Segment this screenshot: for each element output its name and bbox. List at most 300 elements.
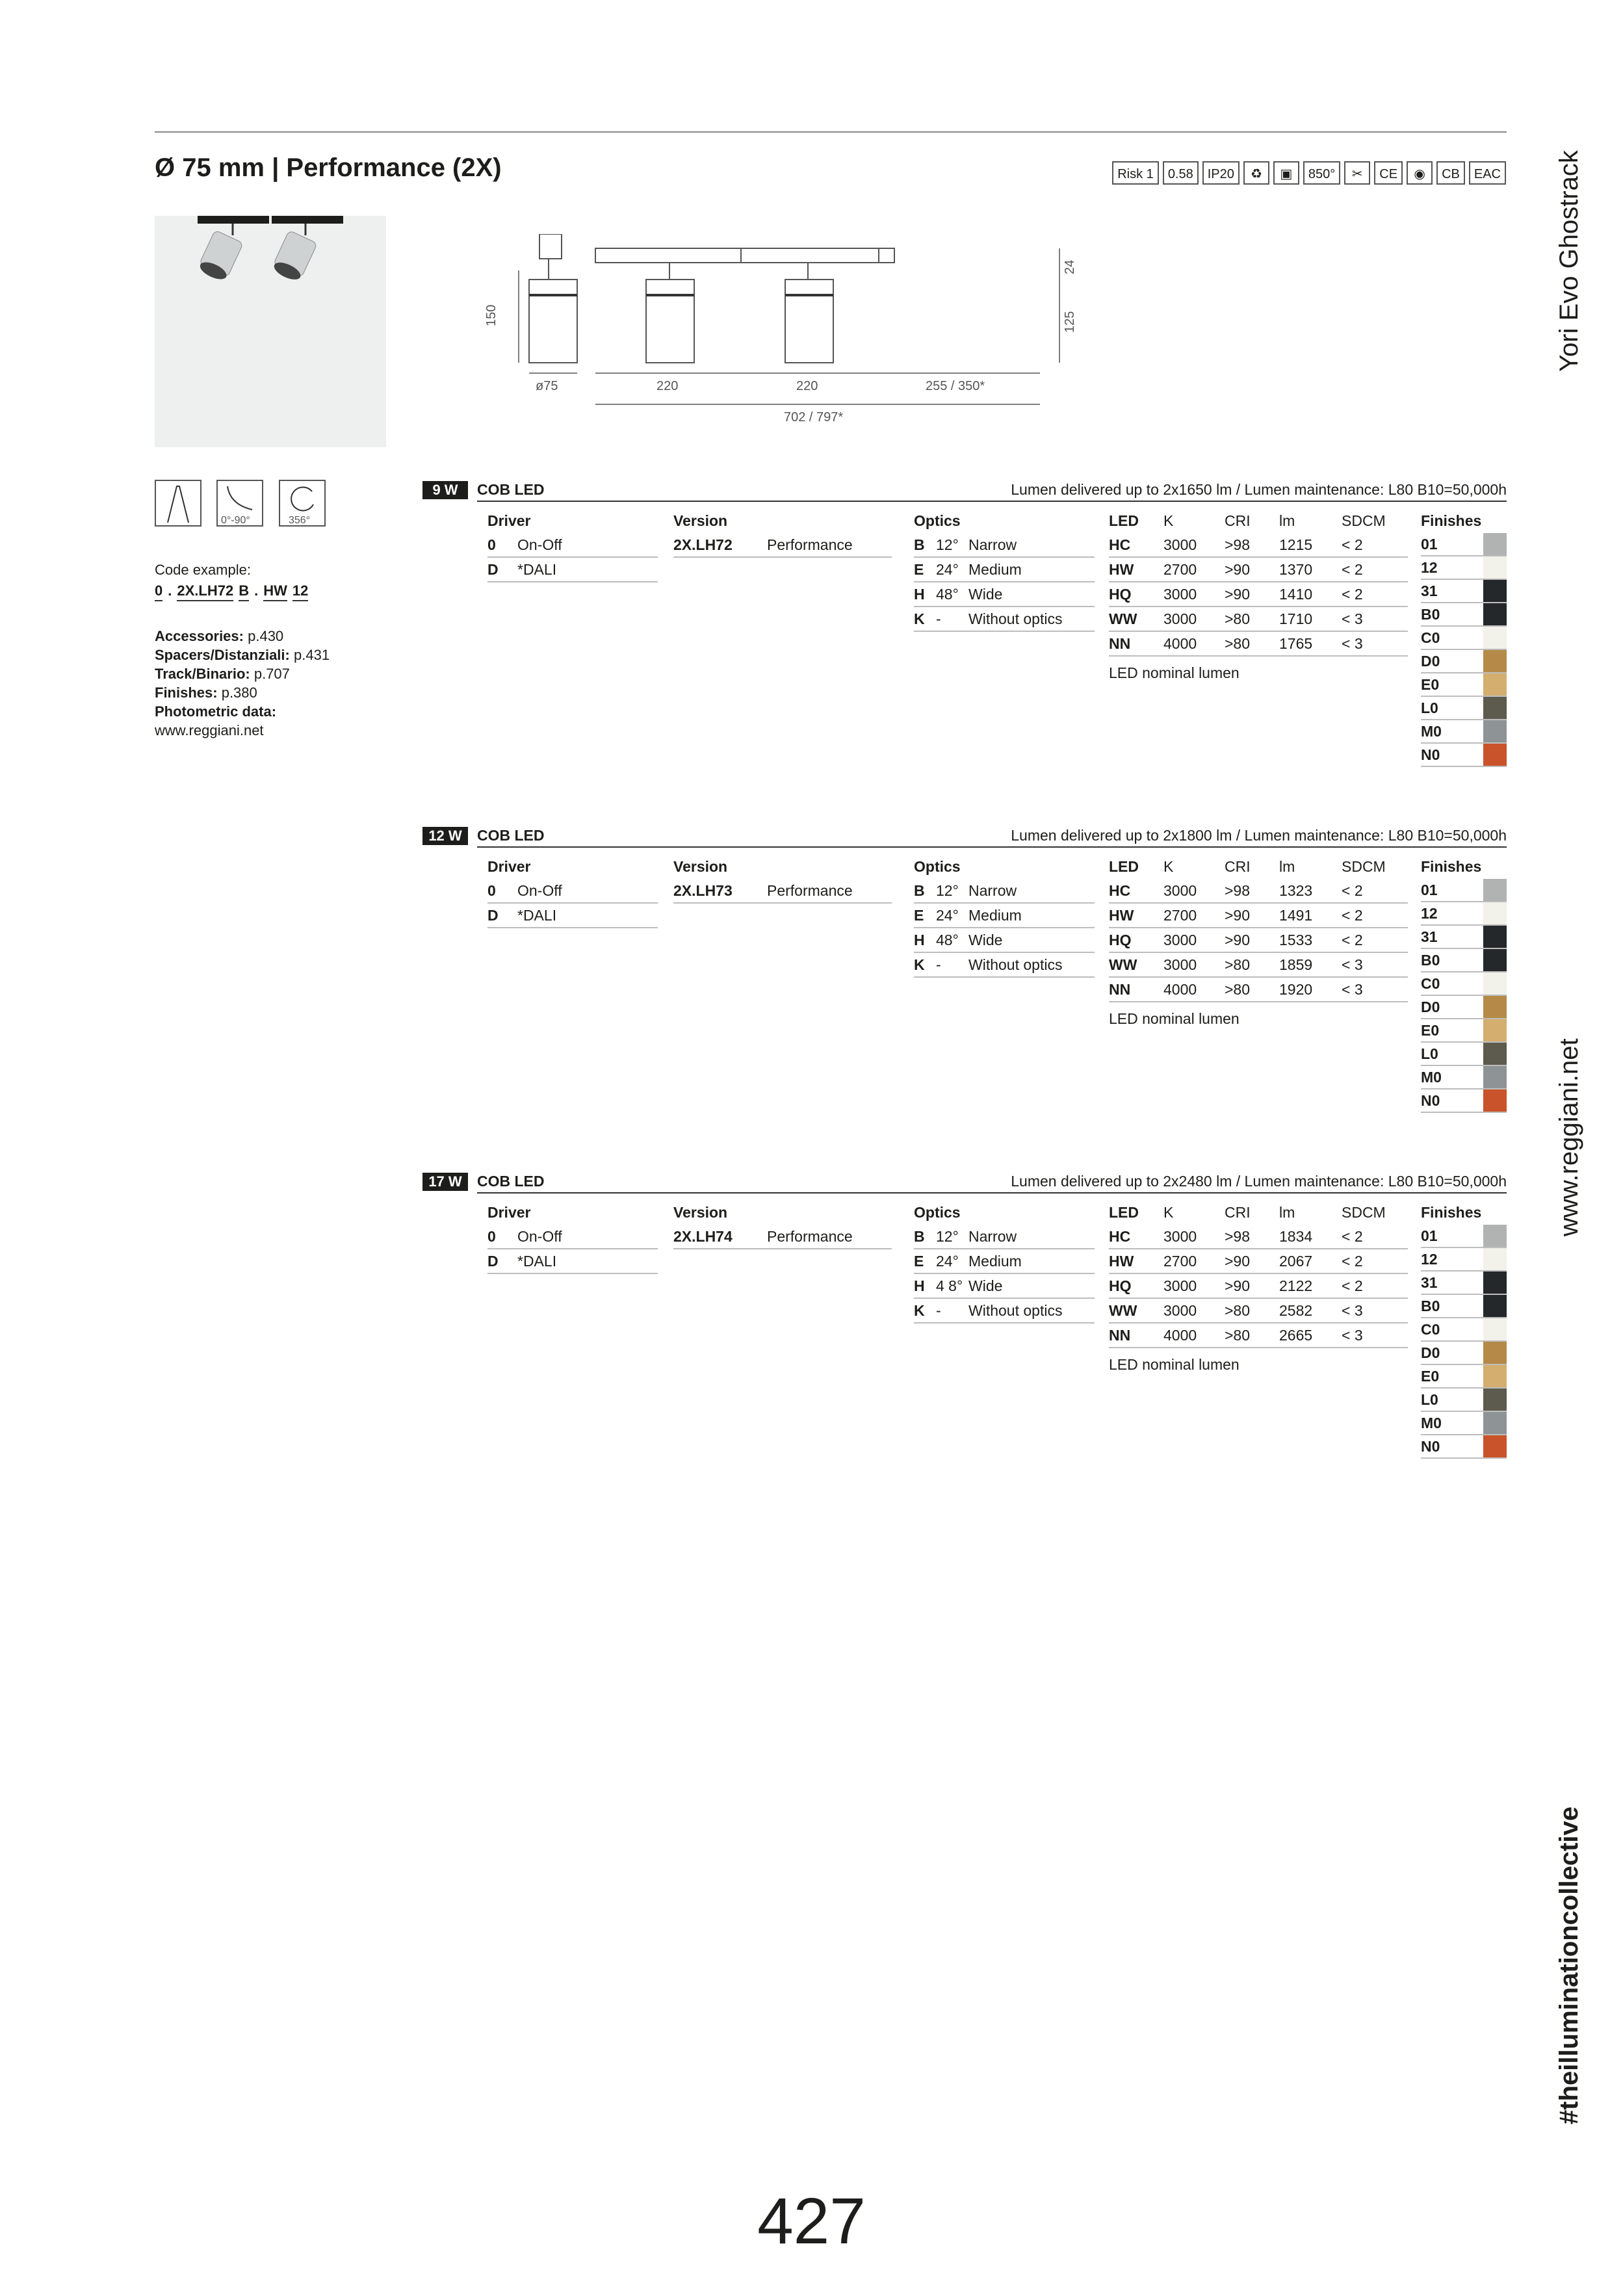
- finish-swatch: [1483, 972, 1507, 995]
- led-row: [1109, 978, 1408, 1002]
- led-cell: >90: [1225, 1277, 1251, 1294]
- driver-code: D: [487, 561, 499, 578]
- cert-icon: 850°: [1303, 161, 1340, 185]
- finish-code: N0: [1421, 1092, 1440, 1109]
- driver-code: D: [487, 1253, 499, 1270]
- finishes-header: Finishes: [1421, 512, 1482, 529]
- led-cell: < 3: [1342, 1302, 1363, 1319]
- reference-list: [155, 627, 330, 740]
- finish-code: B0: [1421, 952, 1440, 969]
- cert-icon: 0.58: [1163, 161, 1199, 185]
- finish-code: M0: [1421, 1415, 1442, 1431]
- finish-code: M0: [1421, 723, 1442, 740]
- led-note: LED nominal lumen: [1109, 1010, 1240, 1027]
- finishes-column: [1421, 1203, 1507, 1459]
- led-header: [1109, 1203, 1408, 1225]
- cert-icon: ▣: [1273, 161, 1299, 185]
- optics-row: [914, 1274, 1095, 1299]
- cert-icon: CE: [1374, 161, 1403, 185]
- finish-swatch: [1483, 650, 1507, 672]
- led-cell: WW: [1109, 610, 1137, 627]
- optics-header: Optics: [914, 858, 961, 875]
- driver-row: [487, 904, 658, 928]
- led-cell: 1491: [1279, 907, 1313, 924]
- finish-row: [1421, 1365, 1507, 1389]
- finishes-column: [1421, 857, 1507, 1113]
- finish-swatch: [1483, 1089, 1507, 1112]
- cert-icon: ♻: [1243, 161, 1269, 185]
- version-row: [673, 879, 892, 904]
- led-cell: < 2: [1342, 907, 1363, 924]
- optics-name: Medium: [968, 561, 1022, 578]
- led-row: [1109, 953, 1408, 978]
- led-header-cell: LED: [1109, 858, 1139, 875]
- finish-code: L0: [1421, 1045, 1438, 1062]
- wattage-badge: 12 W: [422, 827, 468, 845]
- reference-key: Spacers/Distanziali:: [155, 647, 290, 663]
- version-code: 2X.LH72: [673, 536, 733, 553]
- led-column: [1109, 511, 1408, 682]
- optics-code: H: [914, 586, 925, 603]
- product-section: [422, 1173, 1507, 1511]
- led-header-cell: LED: [1109, 512, 1139, 529]
- reference-key: Finishes:: [155, 685, 218, 701]
- finish-code: 12: [1421, 559, 1438, 576]
- led-row: [1109, 1249, 1408, 1274]
- led-header-cell: SDCM: [1342, 1204, 1386, 1221]
- dim-height-top: 24: [1063, 259, 1077, 274]
- led-cell: >98: [1225, 882, 1251, 899]
- finish-code: N0: [1421, 1438, 1440, 1455]
- reference-item: [155, 702, 330, 721]
- code-part: .: [168, 582, 172, 599]
- product-section: [422, 827, 1507, 1165]
- rotation-icon: [291, 487, 313, 510]
- led-header-cell: CRI: [1225, 858, 1251, 875]
- led-cell: < 3: [1342, 981, 1363, 998]
- finish-code: 12: [1421, 1251, 1438, 1268]
- optics-name: Wide: [968, 932, 1003, 948]
- finish-code: B0: [1421, 606, 1440, 623]
- light-source: COB LED: [477, 1173, 545, 1190]
- finish-code: 01: [1421, 881, 1438, 898]
- led-cell: < 3: [1342, 635, 1363, 652]
- driver-column: [487, 857, 658, 928]
- led-header-cell: lm: [1279, 858, 1295, 875]
- section-rule: [477, 1192, 1507, 1194]
- led-row: [1109, 1299, 1408, 1324]
- driver-row: [487, 1225, 658, 1249]
- optics-angle: -: [936, 610, 941, 627]
- led-cell: < 2: [1342, 561, 1363, 578]
- reference-value: p.431: [294, 647, 330, 663]
- led-cell: 2665: [1279, 1327, 1313, 1344]
- led-cell: HQ: [1109, 932, 1132, 948]
- led-cell: 1533: [1279, 932, 1313, 948]
- led-row: [1109, 558, 1408, 582]
- reference-item: [155, 664, 330, 683]
- side-hashtag: #theilluminationcollective: [1555, 1806, 1583, 2124]
- finish-row: [1421, 1412, 1507, 1435]
- finish-swatch: [1483, 949, 1507, 971]
- led-row: [1109, 879, 1408, 904]
- cert-icon: EAC: [1469, 161, 1506, 185]
- finish-swatch: [1483, 996, 1507, 1018]
- led-cell: 3000: [1163, 610, 1197, 627]
- version-column: [673, 1203, 892, 1249]
- finish-swatch: [1483, 556, 1507, 579]
- cert-icon: ◉: [1407, 161, 1433, 185]
- feature-icons: [155, 480, 337, 532]
- led-cell: HW: [1109, 561, 1134, 578]
- led-cell: 1215: [1279, 536, 1313, 553]
- optics-row: [914, 533, 1095, 558]
- finish-swatch: [1483, 1435, 1507, 1457]
- finish-row: [1421, 1248, 1507, 1272]
- finish-swatch: [1483, 1389, 1507, 1411]
- tilt-label: 0°-90°: [221, 515, 250, 526]
- reference-value: p.430: [248, 628, 284, 644]
- optics-column: [914, 1203, 1095, 1324]
- led-header-cell: K: [1163, 858, 1174, 875]
- led-note: LED nominal lumen: [1109, 664, 1240, 681]
- finish-code: N0: [1421, 746, 1440, 763]
- page-number: 427: [757, 2185, 866, 2258]
- led-cell: < 2: [1342, 882, 1363, 899]
- version-header: Version: [673, 858, 728, 875]
- driver-name: *DALI: [517, 561, 557, 578]
- finish-code: 31: [1421, 1274, 1438, 1291]
- technical-drawing: [481, 234, 1079, 432]
- finish-swatch: [1483, 697, 1507, 719]
- finish-row: [1421, 949, 1507, 972]
- led-header: [1109, 857, 1408, 879]
- finishes-header: Finishes: [1421, 1204, 1482, 1221]
- finish-swatch: [1483, 1019, 1507, 1041]
- led-row: [1109, 928, 1408, 953]
- optics-name: Narrow: [968, 536, 1017, 553]
- optics-name: Narrow: [968, 882, 1017, 899]
- finish-code: C0: [1421, 975, 1440, 992]
- finish-swatch: [1483, 580, 1507, 602]
- led-cell: >90: [1225, 561, 1251, 578]
- led-cell: HC: [1109, 882, 1131, 899]
- optics-row: [914, 1299, 1095, 1324]
- dim-total: 702 / 797*: [784, 410, 844, 424]
- rotation-label: 356°: [289, 515, 311, 526]
- finish-row: [1421, 744, 1507, 767]
- reference-key: Photometric data:: [155, 703, 277, 720]
- led-header-cell: SDCM: [1342, 512, 1386, 529]
- led-header-cell: K: [1163, 512, 1174, 529]
- optics-row: [914, 1249, 1095, 1274]
- led-row: [1109, 533, 1408, 558]
- led-cell: 1765: [1279, 635, 1313, 652]
- led-row: [1109, 582, 1408, 607]
- led-header-cell: CRI: [1225, 512, 1251, 529]
- led-cell: < 3: [1342, 1327, 1363, 1344]
- optics-angle: 12°: [936, 536, 959, 553]
- led-row: [1109, 607, 1408, 632]
- finish-code: 31: [1421, 928, 1438, 945]
- finish-row: [1421, 879, 1507, 902]
- finish-row: [1421, 1435, 1507, 1459]
- lumen-info: Lumen delivered up to 2x2480 lm / Lumen maintenance: L80 B10=50,000h: [1011, 1173, 1507, 1190]
- optics-code: K: [914, 610, 925, 627]
- optics-name: Without optics: [968, 956, 1063, 973]
- finish-code: 12: [1421, 905, 1438, 922]
- optics-header: Optics: [914, 1204, 961, 1221]
- optics-angle: 12°: [936, 1228, 959, 1245]
- led-row: [1109, 904, 1408, 928]
- driver-name: On-Off: [517, 882, 562, 899]
- version-name: Performance: [767, 536, 853, 553]
- led-cell: >80: [1225, 981, 1251, 998]
- led-cell: < 3: [1342, 956, 1363, 973]
- finish-swatch: [1483, 1066, 1507, 1088]
- dim-gap-1: 220: [656, 379, 679, 393]
- reference-item: [155, 646, 330, 664]
- optics-angle: 4 8°: [936, 1277, 963, 1294]
- finish-row: [1421, 697, 1507, 720]
- finish-code: B0: [1421, 1298, 1440, 1314]
- finish-code: E0: [1421, 1022, 1440, 1039]
- driver-row: [487, 879, 658, 904]
- led-cell: 4000: [1163, 1327, 1197, 1344]
- led-cell: 3000: [1163, 1228, 1197, 1245]
- led-cell: < 2: [1342, 1277, 1363, 1294]
- led-row: [1109, 632, 1408, 657]
- optics-row: [914, 607, 1095, 632]
- led-cell: 3000: [1163, 932, 1197, 948]
- finish-code: E0: [1421, 1368, 1440, 1385]
- led-header-cell: K: [1163, 1204, 1174, 1221]
- dim-height-total: 150: [484, 304, 499, 326]
- version-column: [673, 857, 892, 904]
- led-cell: >90: [1225, 586, 1251, 603]
- finish-row: [1421, 720, 1507, 744]
- optics-row: [914, 904, 1095, 928]
- cert-icon: Risk 1: [1112, 161, 1159, 185]
- finish-code: C0: [1421, 1321, 1440, 1338]
- led-cell: 3000: [1163, 882, 1197, 899]
- optics-row: [914, 928, 1095, 953]
- finish-code: L0: [1421, 1391, 1438, 1408]
- version-name: Performance: [767, 882, 853, 899]
- finish-row: [1421, 533, 1507, 556]
- optics-angle: 48°: [936, 932, 959, 948]
- reference-key: Accessories:: [155, 628, 244, 644]
- lumen-info: Lumen delivered up to 2x1650 lm / Lumen maintenance: L80 B10=50,000h: [1011, 481, 1507, 498]
- version-header: Version: [673, 1204, 728, 1221]
- optics-name: Wide: [968, 586, 1003, 603]
- led-cell: 1920: [1279, 981, 1313, 998]
- led-cell: HQ: [1109, 1277, 1132, 1294]
- led-cell: NN: [1109, 1327, 1131, 1344]
- optics-code: E: [914, 1253, 924, 1270]
- led-cell: 2122: [1279, 1277, 1313, 1294]
- code-part: .: [254, 582, 259, 599]
- led-cell: >90: [1225, 932, 1251, 948]
- version-column: [673, 511, 892, 558]
- finish-swatch: [1483, 902, 1507, 924]
- optics-name: Wide: [968, 1277, 1003, 1294]
- dim-gap-3: 255 / 350*: [926, 379, 985, 393]
- section-rule: [477, 846, 1507, 848]
- finish-swatch: [1483, 673, 1507, 696]
- driver-name: *DALI: [517, 907, 557, 924]
- finish-row: [1421, 1272, 1507, 1295]
- finish-row: [1421, 902, 1507, 926]
- finish-code: 01: [1421, 536, 1438, 553]
- led-header: [1109, 511, 1408, 533]
- led-cell: < 2: [1342, 536, 1363, 553]
- optics-row: [914, 879, 1095, 904]
- led-header-cell: lm: [1279, 1204, 1295, 1221]
- optics-code: E: [914, 907, 924, 924]
- led-note: LED nominal lumen: [1109, 1356, 1240, 1373]
- code-part: 2X.LH72: [177, 581, 233, 601]
- led-cell: 4000: [1163, 981, 1197, 998]
- certification-icons: [1112, 161, 1506, 185]
- finishes-column: [1421, 511, 1507, 767]
- optics-name: Narrow: [968, 1228, 1017, 1245]
- optics-row: [914, 1225, 1095, 1249]
- led-cell: 1834: [1279, 1228, 1313, 1245]
- led-cell: 1323: [1279, 882, 1313, 899]
- optics-code: K: [914, 1302, 925, 1319]
- finish-row: [1421, 603, 1507, 627]
- optics-column: [914, 511, 1095, 632]
- finish-swatch: [1483, 1318, 1507, 1340]
- finish-swatch: [1483, 1225, 1507, 1247]
- led-column: [1109, 857, 1408, 1028]
- optics-code: H: [914, 932, 925, 948]
- finish-swatch: [1483, 1295, 1507, 1317]
- led-cell: >98: [1225, 536, 1251, 553]
- finish-row: [1421, 1295, 1507, 1318]
- led-cell: HC: [1109, 536, 1131, 553]
- section-rule: [477, 501, 1507, 502]
- driver-code: D: [487, 907, 499, 924]
- finish-code: M0: [1421, 1069, 1442, 1086]
- led-header-cell: lm: [1279, 512, 1295, 529]
- code-part: HW: [263, 581, 287, 601]
- finish-code: C0: [1421, 629, 1440, 646]
- led-cell: < 3: [1342, 610, 1363, 627]
- driver-header: Driver: [487, 512, 531, 529]
- cert-icon: CB: [1436, 161, 1465, 185]
- beam-icon: [168, 486, 188, 523]
- optics-code: K: [914, 956, 925, 973]
- top-rule: [155, 131, 1507, 133]
- led-column: [1109, 1203, 1408, 1374]
- finish-row: [1421, 996, 1507, 1019]
- optics-column: [914, 857, 1095, 978]
- finish-swatch: [1483, 627, 1507, 649]
- led-cell: 3000: [1163, 956, 1197, 973]
- optics-angle: -: [936, 956, 941, 973]
- led-cell: 1859: [1279, 956, 1313, 973]
- optics-code: B: [914, 882, 925, 899]
- reference-value: p.380: [221, 685, 257, 701]
- led-cell: 2700: [1163, 1253, 1197, 1270]
- driver-column: [487, 511, 658, 582]
- product-photo: [155, 216, 386, 447]
- code-example: [155, 581, 308, 601]
- dim-diameter: ø75: [536, 379, 558, 393]
- product-section: [422, 481, 1507, 819]
- finish-swatch: [1483, 879, 1507, 901]
- led-cell: NN: [1109, 981, 1131, 998]
- led-cell: 1370: [1279, 561, 1313, 578]
- optics-name: Medium: [968, 1253, 1022, 1270]
- led-header-cell: LED: [1109, 1204, 1139, 1221]
- finish-row: [1421, 1225, 1507, 1248]
- driver-name: On-Off: [517, 1228, 562, 1245]
- optics-name: Without optics: [968, 610, 1063, 627]
- version-code: 2X.LH74: [673, 1228, 733, 1245]
- led-cell: 2700: [1163, 907, 1197, 924]
- reference-item: [155, 627, 330, 646]
- reference-value: www.reggiani.net: [155, 722, 264, 738]
- led-cell: HQ: [1109, 586, 1132, 603]
- driver-code: 0: [487, 536, 496, 553]
- code-part: B: [239, 581, 249, 601]
- finish-code: L0: [1421, 699, 1438, 716]
- version-code: 2X.LH73: [673, 882, 733, 899]
- led-cell: 2700: [1163, 561, 1197, 578]
- finish-row: [1421, 556, 1507, 580]
- finish-row: [1421, 1342, 1507, 1365]
- reference-value: p.707: [253, 666, 290, 682]
- driver-code: 0: [487, 882, 496, 899]
- finishes-header: Finishes: [1421, 858, 1482, 875]
- led-row: [1109, 1225, 1408, 1249]
- driver-header: Driver: [487, 858, 531, 875]
- finish-row: [1421, 972, 1507, 996]
- led-cell: HW: [1109, 907, 1134, 924]
- led-header-cell: SDCM: [1342, 858, 1386, 875]
- led-cell: 2067: [1279, 1253, 1313, 1270]
- finish-swatch: [1483, 603, 1507, 625]
- version-row: [673, 1225, 892, 1249]
- optics-angle: -: [936, 1302, 941, 1319]
- optics-code: B: [914, 1228, 925, 1245]
- finish-swatch: [1483, 1412, 1507, 1434]
- led-cell: 4000: [1163, 635, 1197, 652]
- driver-row: [487, 1249, 658, 1274]
- reference-item: [155, 721, 330, 740]
- finish-code: D0: [1421, 1344, 1440, 1361]
- version-name: Performance: [767, 1228, 853, 1245]
- optics-angle: 24°: [936, 1253, 959, 1270]
- finish-row: [1421, 1089, 1507, 1113]
- optics-name: Without optics: [968, 1302, 1063, 1319]
- finish-swatch: [1483, 533, 1507, 555]
- cert-icon: ✂: [1344, 161, 1370, 185]
- version-row: [673, 533, 892, 558]
- led-cell: 3000: [1163, 536, 1197, 553]
- optics-angle: 12°: [936, 882, 959, 899]
- light-source: COB LED: [477, 481, 545, 498]
- tilt-icon: [227, 486, 252, 510]
- finish-swatch: [1483, 1365, 1507, 1387]
- led-cell: 1410: [1279, 586, 1313, 603]
- wattage-badge: 17 W: [422, 1173, 468, 1191]
- code-part: 12: [292, 581, 308, 601]
- finish-swatch: [1483, 1043, 1507, 1065]
